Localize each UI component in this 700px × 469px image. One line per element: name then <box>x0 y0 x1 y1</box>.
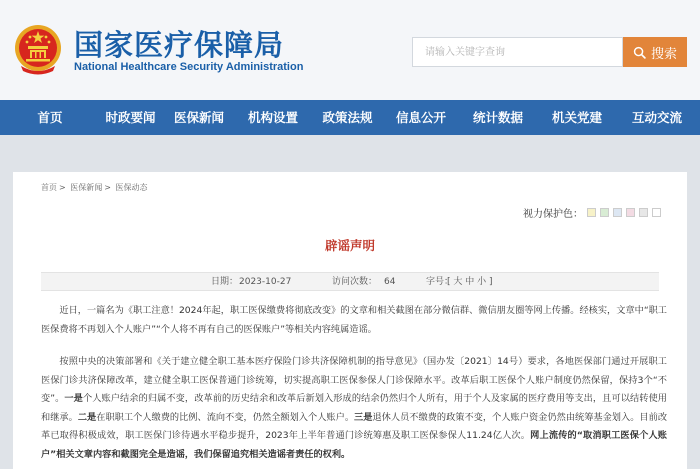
search-icon <box>633 46 646 59</box>
search-input[interactable] <box>412 37 623 67</box>
color-swatch-white[interactable] <box>652 208 661 217</box>
breadcrumb-home[interactable]: 首页 <box>41 183 57 192</box>
font-size-label: 字号： <box>426 277 454 287</box>
color-swatch-green[interactable] <box>600 208 609 217</box>
nav-item-statistics[interactable]: 统计数据 <box>472 110 523 125</box>
article-paragraph-1: 近日，一篇名为《职工注意！2024年起，职工医保缴费将彻底改变》的文章和相关截图在部分微信群、微信朋友圈等网上传播。经核实，文章中“职工医保费将不再划入个人账户”“个人将不再有自己的医保账户”等相关内容纯属造谣。 <box>41 305 667 335</box>
breadcrumb-dynamics[interactable]: 医保动态 <box>115 183 148 192</box>
national-emblem-icon[interactable] <box>13 22 63 76</box>
rumor-statement: 网上流传的“取消职工医保个人账户”相关文章内容和截图完全是造谣，我们保留追究相关造谣者责任的权利。 <box>41 430 667 460</box>
color-swatch-gray[interactable] <box>639 208 648 217</box>
breadcrumb-separator: > <box>104 183 111 192</box>
nav-item-information-disclosure[interactable]: 信息公开 <box>395 110 446 125</box>
font-size-options[interactable]: [ 大 中 小 ] <box>447 277 493 287</box>
vision-protection <box>523 205 661 220</box>
nav-item-organization[interactable]: 机构设置 <box>247 110 298 125</box>
paragraph-text: 按照中央的决策部署和《关于建立健全职工基本医疗保险门诊共济保障机制的指导意见》（国办发〔2021〕14号）要求，各地医保部门通过开展职工医保门诊共济保障改革，建立健全职工医保普通门诊统筹，切实提高职工医保参保人门诊保障水平。改革后职工医保个人账户制度仍然保留，保持3个“不变”。 <box>41 356 667 404</box>
article-container <box>13 172 687 469</box>
paragraph-text: 个人账户结余的归属不变，改革前的历史结余和改革后新划入形成的结余仍然归个人所有，用于个人及家属的医疗费用等支出，且可以结转使用和继承。 <box>41 393 667 423</box>
date-label: 日期： <box>211 277 239 287</box>
point-one-label: 一是 <box>64 393 83 404</box>
paragraph-text: 在职职工个人缴费的比例、流向不变，仍然全额划入个人账户。 <box>96 411 355 423</box>
color-swatch-pink[interactable] <box>626 208 635 217</box>
nav-item-medical-insurance-news[interactable]: 医保新闻 <box>173 110 224 125</box>
breadcrumb-separator: > <box>59 183 66 192</box>
color-swatch-blue[interactable] <box>613 208 622 217</box>
breadcrumb <box>41 182 150 193</box>
nav-item-politics-news[interactable]: 时政要闻 <box>105 110 156 125</box>
color-swatch-yellow[interactable] <box>587 208 596 217</box>
vision-protection-label: 视力保护色： <box>523 209 583 220</box>
site-name-en: National Healthcare Security Administration <box>74 61 304 73</box>
nav-item-home[interactable]: 首页 <box>37 110 63 125</box>
main-nav <box>0 100 700 135</box>
site-name-cn[interactable]: 国家医疗保障局 <box>74 28 285 62</box>
views-count: 64 <box>384 277 396 287</box>
site-header <box>0 0 700 100</box>
article-paragraph-2 <box>41 353 667 464</box>
article-title: 辟谣声明 <box>324 238 375 253</box>
views-label: 访问次数： <box>332 277 378 287</box>
nav-item-interaction[interactable]: 互动交流 <box>631 110 682 125</box>
nav-item-policies[interactable]: 政策法规 <box>322 110 373 125</box>
search-button-label: 搜索 <box>650 46 677 62</box>
article-meta <box>41 272 659 291</box>
search-button[interactable] <box>623 37 687 67</box>
point-two-label: 二是 <box>77 411 97 423</box>
paragraph-text: 退休人员不缴费的政策不变，个人账户资金仍然由统筹基金划入。目前改革已取得积极成效，职工医保门诊待遇水平稳步提升，2023年上半年普通门诊统筹惠及职工医保参保人11.24亿人次。 <box>41 411 668 441</box>
publish-date: 2023-10-27 <box>239 277 292 287</box>
point-three-label: 三是 <box>354 411 373 423</box>
breadcrumb-news[interactable]: 医保新闻 <box>70 183 103 192</box>
nav-item-party-building[interactable]: 机关党建 <box>551 110 602 125</box>
